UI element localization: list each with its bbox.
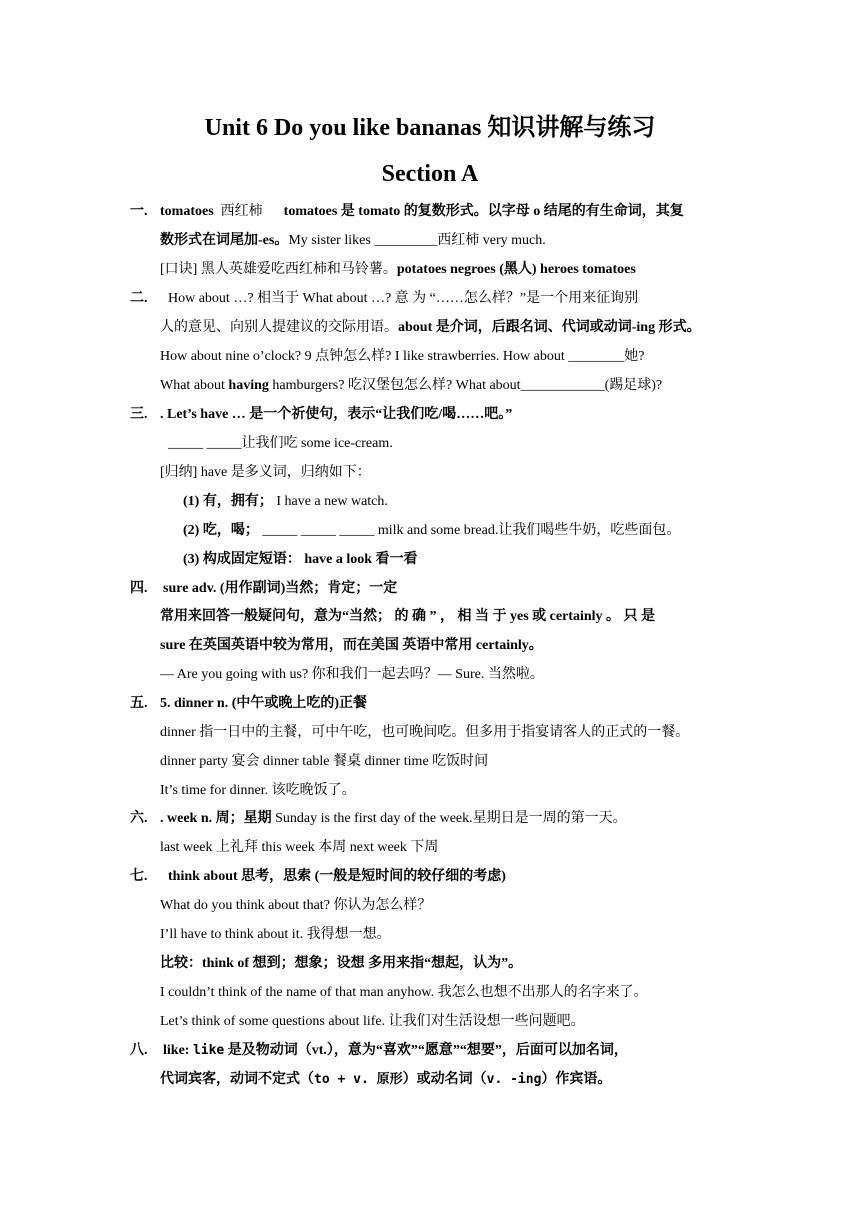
how-about-heading: How about …? 相当于 What about …? 意 为 “……怎么样？”是一个用来征询别 bbox=[168, 291, 639, 306]
week-heading: . week n. 周；星期 bbox=[160, 811, 272, 826]
item-1-line-2 bbox=[160, 230, 546, 252]
sub-2-label: (2) 吃，喝； bbox=[183, 523, 259, 538]
item-number-8: 八. bbox=[130, 1043, 148, 1058]
item-3-line-3: [归纳] have 是多义词，归纳如下： bbox=[160, 465, 371, 480]
like-description: 是及物动词（vt.），意为“喜欢”“愿意”“想要”，后面可以加名词， bbox=[224, 1043, 628, 1058]
usage-rule: about 是介词，后跟名词、代词或动词-ing 形式。 bbox=[398, 320, 701, 335]
head-cn: 西红柿 bbox=[220, 204, 263, 219]
like-code: like bbox=[192, 1043, 225, 1058]
item-1-line-1 bbox=[160, 201, 684, 223]
item-6-line-2: last week 上礼拜 this week 本周 next week 下周 bbox=[160, 840, 439, 855]
item-5-line-2: dinner 指一日中的主餐，可中午吃，也可晚间吃。但多用于指宴请客人的正式的一餐。 bbox=[160, 725, 690, 740]
having-bold: having bbox=[228, 378, 269, 393]
item-3-heading: . Let’s have … 是一个祈使句，表示“让我们吃/喝……吧。” bbox=[160, 407, 513, 422]
item-7-line-5: I couldn’t think of the name of that man anyhow. 我怎么也想不出那人的名字来了。 bbox=[160, 985, 648, 1000]
item-2-line-1 bbox=[168, 288, 638, 310]
item-number-2: 二. bbox=[130, 291, 148, 306]
item-number-1: 一. bbox=[130, 204, 148, 219]
item-8-heading bbox=[163, 1040, 628, 1062]
item-4-line-3: sure 在英国英语中较为常用，而在美国 英语中常用 certainly。 bbox=[160, 638, 543, 653]
sub-2-example: _____ _____ _____ milk and some bread.让我们喝些牛奶，吃些面包。 bbox=[258, 523, 681, 538]
section-title: Section A bbox=[381, 161, 479, 187]
item-3-sub-1 bbox=[183, 491, 388, 513]
item-4-heading: sure adv. (用作副词)当然；肯定；一定 bbox=[163, 581, 398, 596]
example-end: hamburgers? 吃汉堡包怎么样? What about____________(踢足球)? bbox=[268, 378, 663, 393]
item-number-6: 六. bbox=[130, 811, 148, 826]
mnemonic-words: potatoes negroes (黑人) heroes tomatoes bbox=[396, 262, 636, 277]
item-number-4: 四. bbox=[130, 581, 148, 596]
item-1-line-3 bbox=[160, 259, 636, 281]
item-4-line-2: 常用来回答一般疑问句，意为“当然； 的 确 ” ， 相 当 于 yes 或 certainly 。 只 是 bbox=[160, 609, 656, 624]
document-title: Unit 6 Do you like bananas 知识讲解与练习 bbox=[204, 115, 656, 141]
example-start: What about bbox=[160, 378, 229, 393]
object-types: 代词宾客，动词不定式（ bbox=[160, 1072, 314, 1087]
head-word: tomatoes bbox=[160, 204, 214, 219]
item-number-3: 三. bbox=[130, 407, 148, 422]
item-8-line-2 bbox=[160, 1069, 611, 1091]
like-label: like: bbox=[163, 1043, 193, 1058]
item-3-sub-2 bbox=[183, 520, 680, 542]
item-3-line-2: _____ _____让我们吃 some ice-cream. bbox=[168, 436, 393, 451]
sub-1-label: (1) 有，拥有； bbox=[183, 494, 273, 509]
object-types-end: ）作宾语。 bbox=[541, 1072, 612, 1087]
item-3-sub-3: (3) 构成固定短语： have a look 看一看 bbox=[183, 552, 418, 567]
item-5-heading: 5. dinner n. (中午或晚上吃的)正餐 bbox=[160, 696, 368, 711]
item-5-line-3: dinner party 宴会 dinner table 餐桌 dinner time 吃饭时间 bbox=[160, 754, 489, 769]
example-sentence: My sister likes _________西红柿 very much. bbox=[288, 233, 546, 248]
week-example: Sunday is the first day of the week.星期日是一周的第一天。 bbox=[271, 811, 627, 826]
item-7-line-3: I’ll have to think about it. 我得想一想。 bbox=[160, 927, 391, 942]
item-4-line-4: — Are you going with us? 你和我们一起去吗？— Sure. 当然啦。 bbox=[160, 667, 544, 682]
item-7-line-2: What do you think about that? 你认为怎么样？ bbox=[160, 898, 432, 913]
item-2-line-4 bbox=[160, 375, 662, 397]
infinitive-code: to + v. 原形 bbox=[314, 1072, 403, 1087]
mnemonic: [口诀] 黑人英雄爱吃西红柿和马铃薯。 bbox=[160, 262, 397, 277]
item-7-line-4: 比较：think of 想到；想象；设想 多用来指“想起，认为”。 bbox=[160, 956, 523, 971]
item-7-line-6: Let’s think of some questions about life. 让我们对生活设想一些问题吧。 bbox=[160, 1014, 585, 1029]
item-5-line-4: It’s time for dinner. 该吃晚饭了。 bbox=[160, 783, 356, 798]
sub-1-example: I have a new watch. bbox=[272, 494, 388, 509]
item-7-heading: think about 思考，思索 (一般是短时间的较仔细的考虑) bbox=[168, 869, 506, 884]
item-number-7: 七. bbox=[130, 869, 148, 884]
object-types-mid: ）或动名词（ bbox=[402, 1072, 487, 1087]
head-rule: tomatoes 是 tomato 的复数形式。以字母 o 结尾的有生命词，其复 bbox=[283, 204, 684, 219]
rule-continued: 数形式在词尾加-es。 bbox=[160, 233, 289, 248]
item-2-line-3: How about nine o’clock? 9 点钟怎么样? I like strawberries. How about ________她? bbox=[160, 349, 645, 364]
item-2-line-2 bbox=[160, 317, 701, 339]
gerund-code: v. -ing bbox=[486, 1072, 542, 1087]
item-number-5: 五. bbox=[130, 696, 148, 711]
item-6-heading bbox=[160, 808, 627, 830]
usage-note: 人的意见、向别人提建议的交际用语。 bbox=[160, 320, 398, 335]
